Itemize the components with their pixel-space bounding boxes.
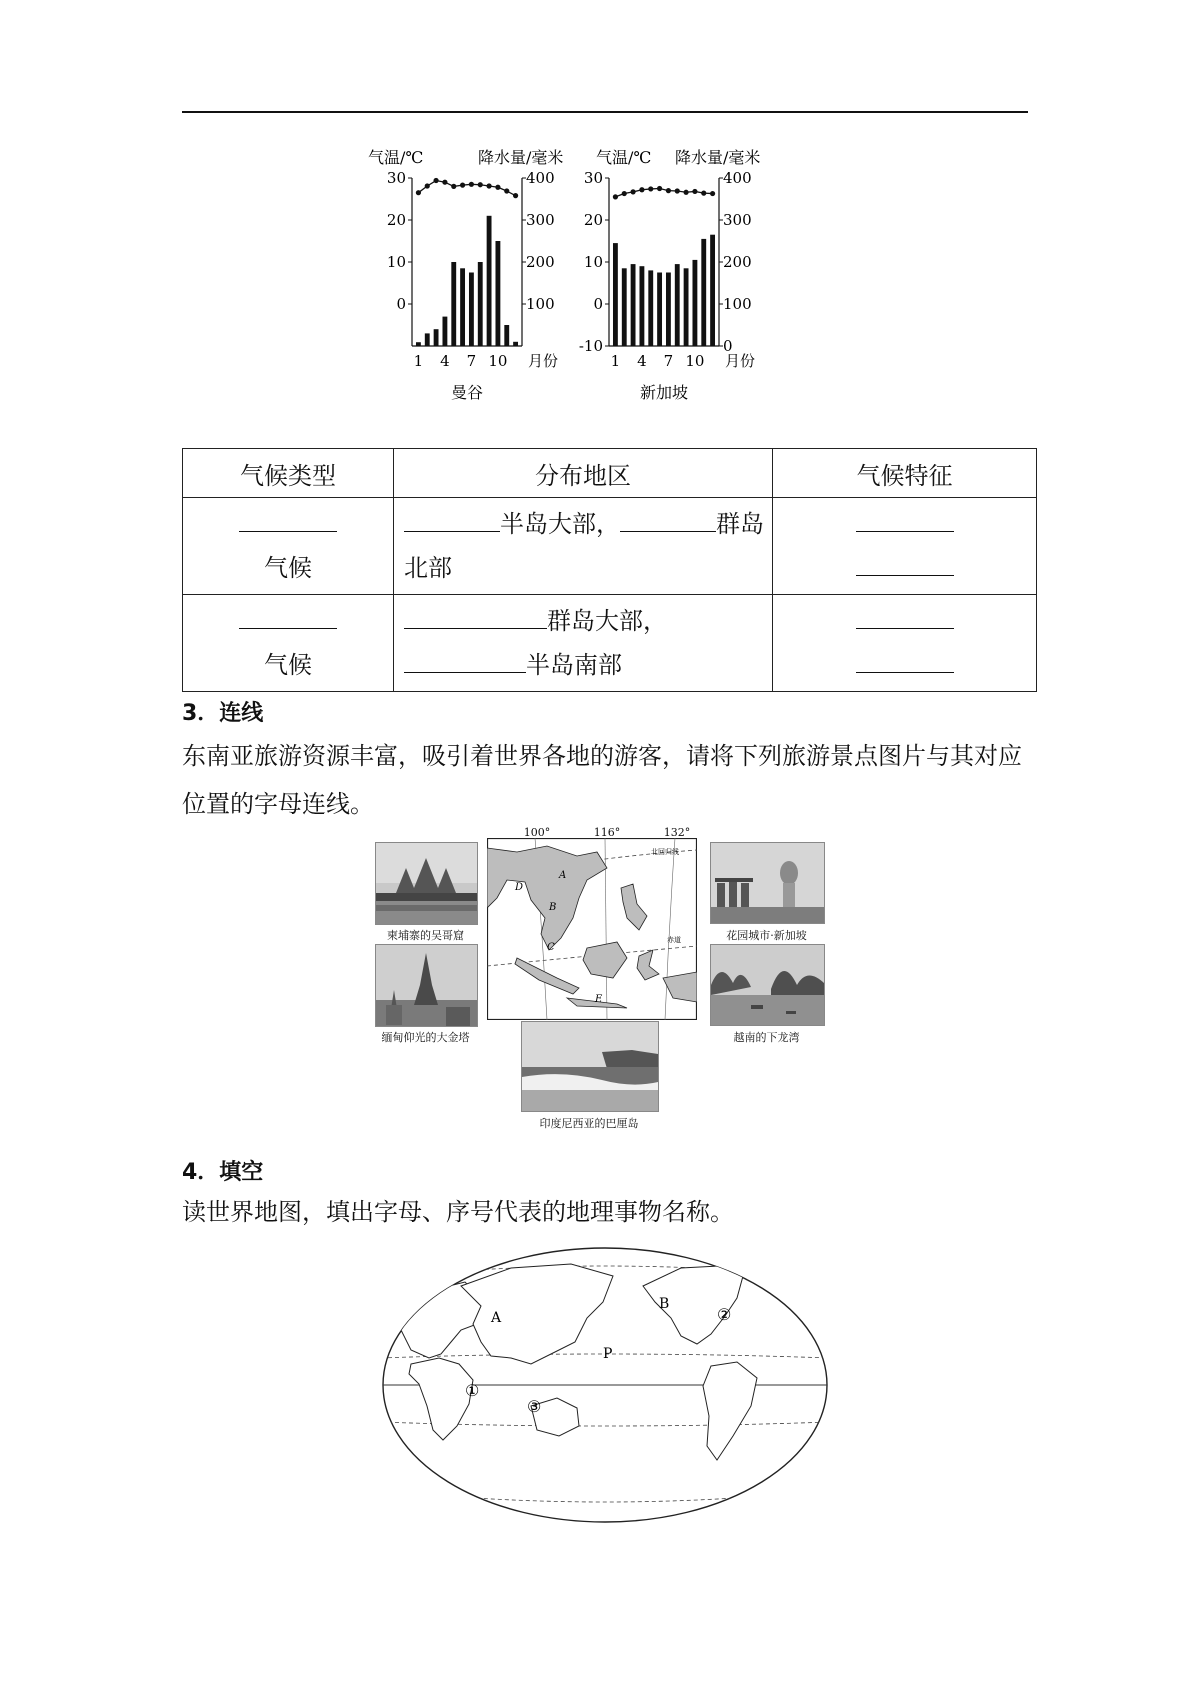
- answer-blank[interactable]: [404, 650, 526, 673]
- temp-point: [622, 191, 627, 196]
- precip-bar: [504, 325, 509, 346]
- map-label-1: ①: [465, 1381, 480, 1400]
- chart-title: 新加坡: [639, 383, 689, 402]
- region-cell: [394, 498, 773, 595]
- precip-tick-label: 100: [526, 295, 555, 313]
- precip-tick-label: 200: [526, 253, 555, 271]
- photo-caption: 花园城市·新加坡: [726, 929, 807, 942]
- longitude-label: 100°: [523, 826, 551, 839]
- precip-bar: [442, 317, 447, 346]
- precip-tick-label: 300: [723, 211, 752, 229]
- chart-title: 曼谷: [450, 383, 484, 402]
- map-letter: B: [549, 902, 557, 913]
- precip-bar: [460, 268, 465, 346]
- temp-point: [469, 182, 474, 187]
- precip-axis-label: 降水量/毫米: [675, 148, 761, 167]
- map-letter: D: [515, 882, 524, 893]
- region-text: 群岛大部，: [547, 607, 667, 635]
- temp-tick-label: 20: [583, 211, 603, 229]
- temp-tick-label: 0: [396, 295, 406, 313]
- section-3-text: 东南亚旅游资源丰富，吸引着世界各地的游客，请将下列旅游景点图片与其对应位置的字母连线。: [182, 742, 1022, 818]
- precip-tick-label: 400: [526, 169, 555, 187]
- section-4-text: 读世界地图，填出字母、序号代表的地理事物名称。: [182, 1198, 734, 1226]
- temp-point: [701, 191, 706, 196]
- temp-point: [692, 189, 697, 194]
- precip-tick-label: 100: [723, 295, 752, 313]
- table-header-row: [183, 449, 1037, 498]
- x-tick-label: 1: [413, 352, 424, 370]
- longitude-label: 132°: [663, 826, 691, 839]
- precip-bar: [657, 273, 662, 347]
- photo-caption: 印度尼西亚的巴厘岛: [539, 1117, 639, 1130]
- map-letter: C: [547, 942, 555, 953]
- temp-point: [451, 184, 456, 189]
- precip-bar: [631, 264, 636, 346]
- precip-bar: [434, 329, 439, 346]
- precip-bar: [639, 266, 644, 346]
- temp-tick-label: 20: [386, 211, 406, 229]
- answer-blank[interactable]: [856, 650, 954, 673]
- temp-axis-label: 气温/℃: [368, 148, 424, 167]
- temp-point: [639, 187, 644, 192]
- tropic-label: 北回归线: [651, 848, 679, 856]
- x-tick-label: 10: [685, 352, 705, 370]
- bali-photo[interactable]: [521, 1021, 659, 1112]
- precip-bar: [648, 270, 653, 346]
- precip-bar: [684, 268, 689, 346]
- map-label-b: B: [659, 1296, 670, 1312]
- temp-point: [513, 193, 518, 198]
- temp-tick-label: 30: [583, 169, 603, 187]
- precip-bar: [513, 342, 518, 346]
- temp-line: [418, 181, 515, 196]
- photo-caption: 柬埔寨的吴哥窟: [387, 929, 464, 942]
- precip-bar: [666, 273, 671, 347]
- temp-point: [460, 183, 465, 188]
- precip-tick-label: 400: [723, 169, 752, 187]
- x-unit-label: 月份: [725, 352, 756, 370]
- section-3-heading: 3．连线: [182, 701, 264, 726]
- precip-bar: [487, 216, 492, 346]
- table-row: [183, 498, 1037, 595]
- temp-tick-label: 30: [386, 169, 406, 187]
- x-tick-label: 1: [610, 352, 621, 370]
- precip-bar: [701, 239, 706, 346]
- precip-bar: [710, 235, 715, 346]
- temp-point: [442, 180, 447, 185]
- precip-bar: [451, 262, 456, 346]
- temp-line: [615, 189, 712, 197]
- section-4-heading: 4．填空: [182, 1160, 264, 1185]
- x-tick-label: 7: [663, 352, 674, 370]
- precip-bar: [692, 260, 697, 346]
- singapore-photo[interactable]: [710, 842, 825, 924]
- halong-bay-photo[interactable]: [710, 944, 825, 1026]
- temp-point: [478, 182, 483, 187]
- temp-point: [433, 178, 438, 183]
- photo-caption: 缅甸仰光的大金塔: [381, 1031, 470, 1044]
- precip-bar: [416, 342, 421, 346]
- precip-bar: [478, 262, 483, 346]
- table-header: 气候类型: [183, 449, 394, 498]
- temp-point: [504, 188, 509, 193]
- angkor-wat-photo[interactable]: [375, 842, 478, 925]
- precip-bar: [622, 268, 627, 346]
- temp-point: [486, 183, 491, 188]
- climate-charts-svg: [368, 140, 848, 440]
- temp-tick-label: -10: [578, 337, 603, 355]
- precip-tick-label: 300: [526, 211, 555, 229]
- feature-cell: [773, 595, 1037, 692]
- answer-blank[interactable]: [856, 553, 954, 576]
- precip-axis-label: 降水量/毫米: [478, 148, 564, 167]
- region-text: 半岛南部: [526, 651, 622, 679]
- answer-blank[interactable]: [239, 509, 337, 532]
- table-header: 气候特征: [773, 449, 1037, 498]
- x-tick-label: 4: [637, 352, 647, 370]
- map-label-a: A: [491, 1310, 502, 1326]
- temp-axis-label: 气温/℃: [596, 148, 652, 167]
- temp-tick-label: 10: [583, 253, 603, 271]
- shwedagon-pagoda-photo[interactable]: [375, 944, 478, 1027]
- map-label-3: ③: [527, 1397, 542, 1416]
- precip-tick-label: 0: [723, 337, 733, 355]
- precip-bar: [675, 264, 680, 346]
- map-label-p: P: [603, 1346, 613, 1362]
- temp-point: [630, 189, 635, 194]
- climate-suffix: 气候: [264, 554, 312, 582]
- precip-tick-label: 200: [723, 253, 752, 271]
- world-map: [381, 1246, 829, 1524]
- precip-bar: [469, 273, 474, 347]
- longitude-label: 116°: [593, 826, 621, 839]
- region-cell: [394, 595, 773, 692]
- climate-type-cell: [183, 498, 394, 595]
- table-row: [183, 595, 1037, 692]
- climate-charts: [368, 140, 848, 440]
- temp-point: [495, 185, 500, 190]
- x-tick-label: 4: [440, 352, 450, 370]
- region-text: 半岛大部，: [500, 510, 620, 538]
- climate-table: [182, 448, 1037, 692]
- temp-tick-label: 0: [593, 295, 603, 313]
- x-unit-label: 月份: [528, 352, 559, 370]
- precip-bar: [425, 333, 430, 346]
- temp-point: [683, 190, 688, 195]
- temp-point: [666, 188, 671, 193]
- temp-point: [675, 188, 680, 193]
- southeast-asia-map: [487, 838, 697, 1020]
- table-header: 分布地区: [394, 449, 773, 498]
- feature-cell: [773, 498, 1037, 595]
- region-text: 北部: [404, 554, 452, 582]
- temp-point: [613, 194, 618, 199]
- x-tick-label: 7: [466, 352, 477, 370]
- temp-point: [416, 190, 421, 195]
- temp-point: [710, 191, 715, 196]
- temp-tick-label: 10: [386, 253, 406, 271]
- header-rule: [182, 111, 1028, 113]
- climate-suffix: 气候: [264, 651, 312, 679]
- answer-blank[interactable]: [239, 606, 337, 629]
- answer-blank[interactable]: [856, 509, 954, 532]
- precip-bar: [613, 243, 618, 346]
- map-label-2: ②: [717, 1305, 732, 1324]
- temp-point: [425, 183, 430, 188]
- answer-blank[interactable]: [404, 509, 500, 532]
- climate-type-cell: [183, 595, 394, 692]
- answer-blank[interactable]: [856, 606, 954, 629]
- photo-caption: 越南的下龙湾: [733, 1031, 800, 1044]
- temp-point: [648, 186, 653, 191]
- equator-label: 赤道: [667, 936, 681, 944]
- precip-bar: [495, 241, 500, 346]
- temp-point: [657, 186, 662, 191]
- region-text: 群岛: [716, 510, 764, 538]
- x-tick-label: 10: [488, 352, 508, 370]
- answer-blank[interactable]: [620, 509, 716, 532]
- map-letter: A: [559, 870, 567, 881]
- answer-blank[interactable]: [404, 606, 547, 629]
- map-letter: E: [595, 994, 603, 1005]
